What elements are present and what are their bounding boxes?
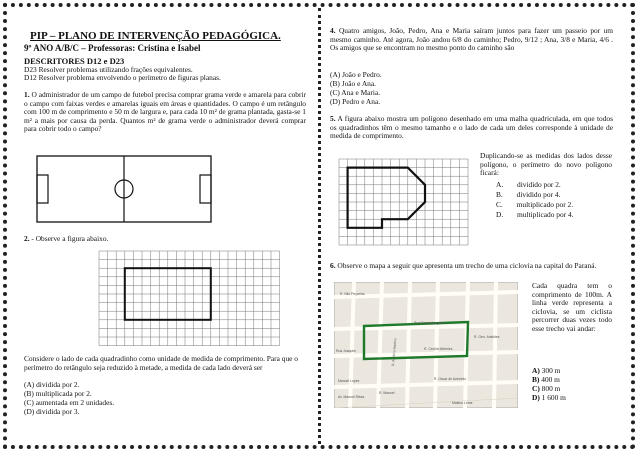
- question-5-option-c-text: multiplicado por 2.: [516, 200, 574, 209]
- question-6-side-text: Cada quadra tem o comprimento de 100m. A linha verde representa a ciclovia, se um ciclista percorrer duas vezes todo esse trecho vai andar:: [532, 281, 612, 333]
- question-6-option-d-letter: D): [532, 393, 540, 402]
- question-2-option-d: (D) dividida por 3.: [24, 407, 80, 416]
- question-4-option-a: (A) João e Pedro.: [330, 70, 382, 79]
- question-5: [330, 115, 613, 141]
- question-5-option-b-letter: B.: [496, 190, 503, 199]
- question-2-option-b: (B) multiplicada por 2.: [24, 389, 92, 398]
- column-divider: [318, 8, 321, 444]
- question-4-number: 4.: [330, 26, 336, 35]
- grid-rectangle-figure: [98, 250, 286, 352]
- question-6-option-b-text: 400 m: [541, 375, 560, 384]
- map-label-mateus-leme: Mateus Leme: [452, 401, 473, 405]
- question-5-option-c: [496, 201, 573, 210]
- soccer-field-figure: [36, 155, 212, 223]
- map-label-manuel-lopes: Manuel Lopes: [338, 379, 360, 383]
- question-4-text: Quatro amigos, João, Pedro, Ana e Maria saíram juntos para fazer um passeio por um mesmo caminho. Até agora, João andou 6/8 do caminho; Pedro, 9/12 ; Ana, 3/8 e Maria, 4/6 . Os amigos que se encontram no mesmo ponto do caminho são: [330, 26, 613, 53]
- question-5-option-d: [496, 211, 574, 220]
- question-6-option-a-letter: A): [532, 366, 540, 375]
- question-5-option-a-letter: A.: [496, 180, 504, 189]
- question-5-option-a: [496, 181, 561, 190]
- question-5-text: A figura abaixo mostra um polígono desenhado em uma malha quadriculada, em que todos os quadradinhos têm o mesmo tamanho e o lado de cada um deles corresponde à unidade de medida de comprimento.: [330, 114, 613, 141]
- question-5-option-d-letter: D.: [496, 210, 504, 219]
- map-label-oscar-azevedo: R. Oscar de Azevedo: [434, 377, 467, 381]
- map-label-manoel-ribas: Av. Manoel Ribas: [338, 395, 365, 399]
- question-4: [330, 27, 613, 53]
- question-6-option-a-text: 300 m: [541, 366, 561, 375]
- map-label-gen-aristides: R. Gen. Aristides: [474, 335, 500, 339]
- descritores-label: DESCRITORES D12 e D23: [24, 56, 125, 66]
- question-5-option-a-text: dividido por 2.: [517, 180, 561, 189]
- question-1-text: O administrador de um campo de futebol precisa comprar grama verde e amarela para cobrir o campo com faixas verdes e amarelas iguais em áreas e quantidades. O campo é um retângulo com 100 m de comprimento e 50 m de largura e, para cada 10 m² de grama plantada, gasta-se 1 m² a mais por causa da perda. Quantos m² de grama verde o administrador deverá comprar para cobrir todo o campo?: [24, 90, 306, 134]
- map-label-cecilia-meireles: R. Cecília Meireles: [424, 347, 453, 351]
- map-label-desembargador: Rua Desembargador: [414, 321, 446, 325]
- question-4-option-b: (B) João e Ana.: [330, 79, 376, 88]
- descritor-d12: D12 Resolver problema envolvendo o perímetro de figuras planas.: [24, 73, 221, 82]
- descritor-d23: D23 Resolver problemas utilizando frações equivalentes.: [24, 65, 193, 74]
- question-6-option-b-letter: B): [532, 375, 540, 384]
- grade-line: 9º ANO A/B/C – Professoras: Cristina e Isabel: [24, 43, 201, 53]
- question-6-option-c-letter: C): [532, 384, 540, 393]
- page-title: PIP – PLANO DE INTERVENÇÃO PEDAGÓGICA.: [30, 30, 281, 42]
- question-1: [24, 91, 306, 134]
- question-5-option-c-letter: C.: [496, 200, 503, 209]
- question-2-text: Considere o lado de cada quadradinho como unidade de medida de comprimento. Para que o perímetro do retângulo seja reduzido à metade, a medida de cada lado deverá ser: [24, 354, 298, 372]
- question-5-number: 5.: [330, 114, 336, 123]
- question-6-number: 6.: [330, 261, 336, 270]
- question-2-option-c: (C) aumentada em 2 unidades.: [24, 398, 115, 407]
- question-6-option-c-text: 800 m: [541, 384, 561, 393]
- question-5-side-text: Duplicando-se as medidas dos lados desse polígono, o perímetro do novo polígono ficará:: [480, 151, 612, 178]
- question-1-number: 1.: [24, 90, 30, 99]
- question-2-intro-text: - Observe a figura abaixo.: [31, 234, 109, 243]
- question-4-option-c: (C) Ana e Maria.: [330, 88, 381, 97]
- question-2-number: 2.: [24, 234, 30, 243]
- question-5-option-d-text: multiplicado por 4.: [517, 210, 574, 219]
- question-2-intro: [24, 235, 108, 244]
- question-6-option-d: [532, 394, 566, 403]
- question-4-option-d: (D) Pedro e Ana.: [330, 97, 381, 106]
- map-background: [334, 282, 518, 408]
- map-label-nilo-pecanha: R. Nilo Peçanha: [340, 292, 365, 296]
- map-label-manoel: R. Manoel: [379, 391, 395, 395]
- question-6-option-d-text: 1 600 m: [541, 393, 566, 402]
- polygon-grid-figure: [338, 158, 472, 246]
- question-5-option-b-text: dividido por 4.: [516, 190, 561, 199]
- question-5-option-b: [496, 191, 560, 200]
- map-label-joaquim: Rua Joaquim: [336, 349, 356, 353]
- map-label-antonio-martins: R. Antônio Martins: [391, 338, 398, 367]
- question-2-option-a: (A) dividida por 2.: [24, 380, 80, 389]
- question-6-text: Observe o mapa a seguir que apresenta um trecho de uma ciclovia na capital do Paraná.: [337, 261, 597, 270]
- question-6: [330, 262, 613, 271]
- grid-polygon: [348, 168, 425, 228]
- cycleway-map: [334, 282, 518, 408]
